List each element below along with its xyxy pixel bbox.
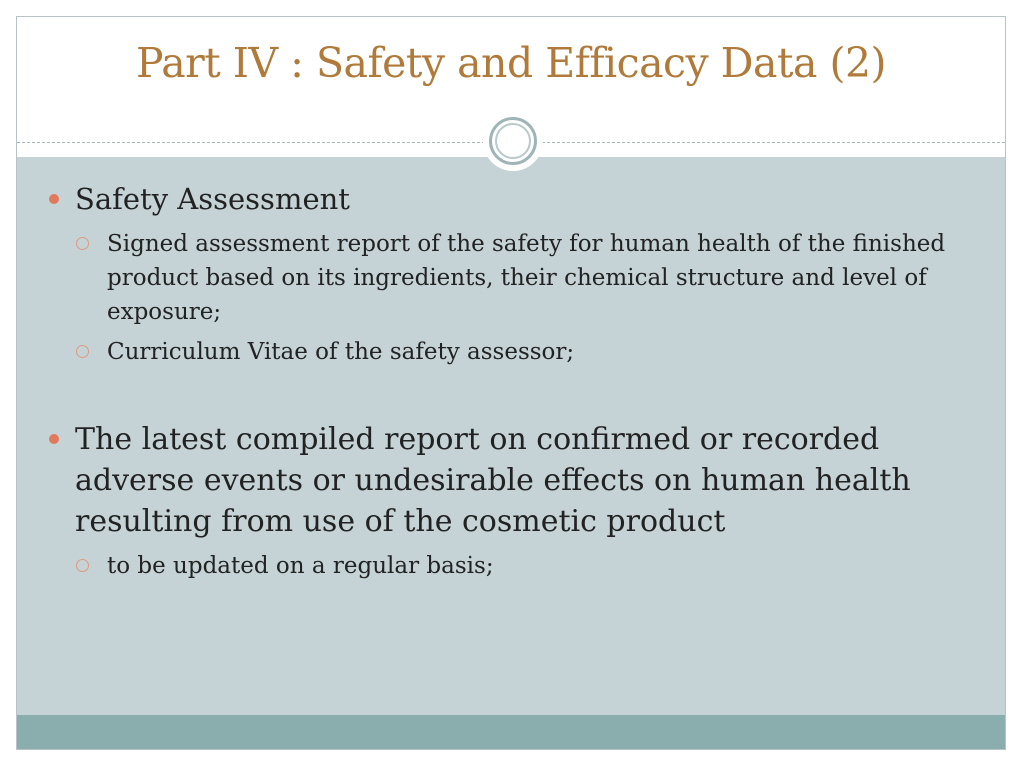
slide-title: Part IV : Safety and Efficacy Data (2) [135,39,887,87]
bullet-safety-assessment [75,179,955,219]
bullet-dot-icon [49,194,59,204]
sub-bullet-updated [107,549,967,583]
bullet-dot-icon [49,434,59,444]
ornament-ring [489,117,537,165]
bullet-text: Safety Assessment [75,182,350,216]
hollow-bullet-icon [76,559,89,572]
footer-band [17,715,1005,749]
hollow-bullet-icon [76,345,89,358]
sub-bullet-text: Curriculum Vitae of the safety assessor; [107,339,575,365]
sub-bullet-text: Signed assessment report of the safety for human health of the finished product based on its ingredients, their chemical structure and level of exposure; [107,231,946,325]
slide [16,16,1006,750]
bullet-latest-report [75,419,955,542]
hollow-bullet-icon [76,237,89,250]
sub-bullet-cv [107,335,967,369]
bullet-text: The latest compiled report on confirmed or recorded adverse events or undesirable effects on human health resulting from use of the cosmetic product [75,422,911,539]
content-area [17,157,1005,717]
circle-ornament-icon [483,111,543,171]
ornament-inner-ring [495,123,531,159]
sub-bullet-text: to be updated on a regular basis; [107,553,494,579]
sub-bullet-signed-report [107,227,967,329]
